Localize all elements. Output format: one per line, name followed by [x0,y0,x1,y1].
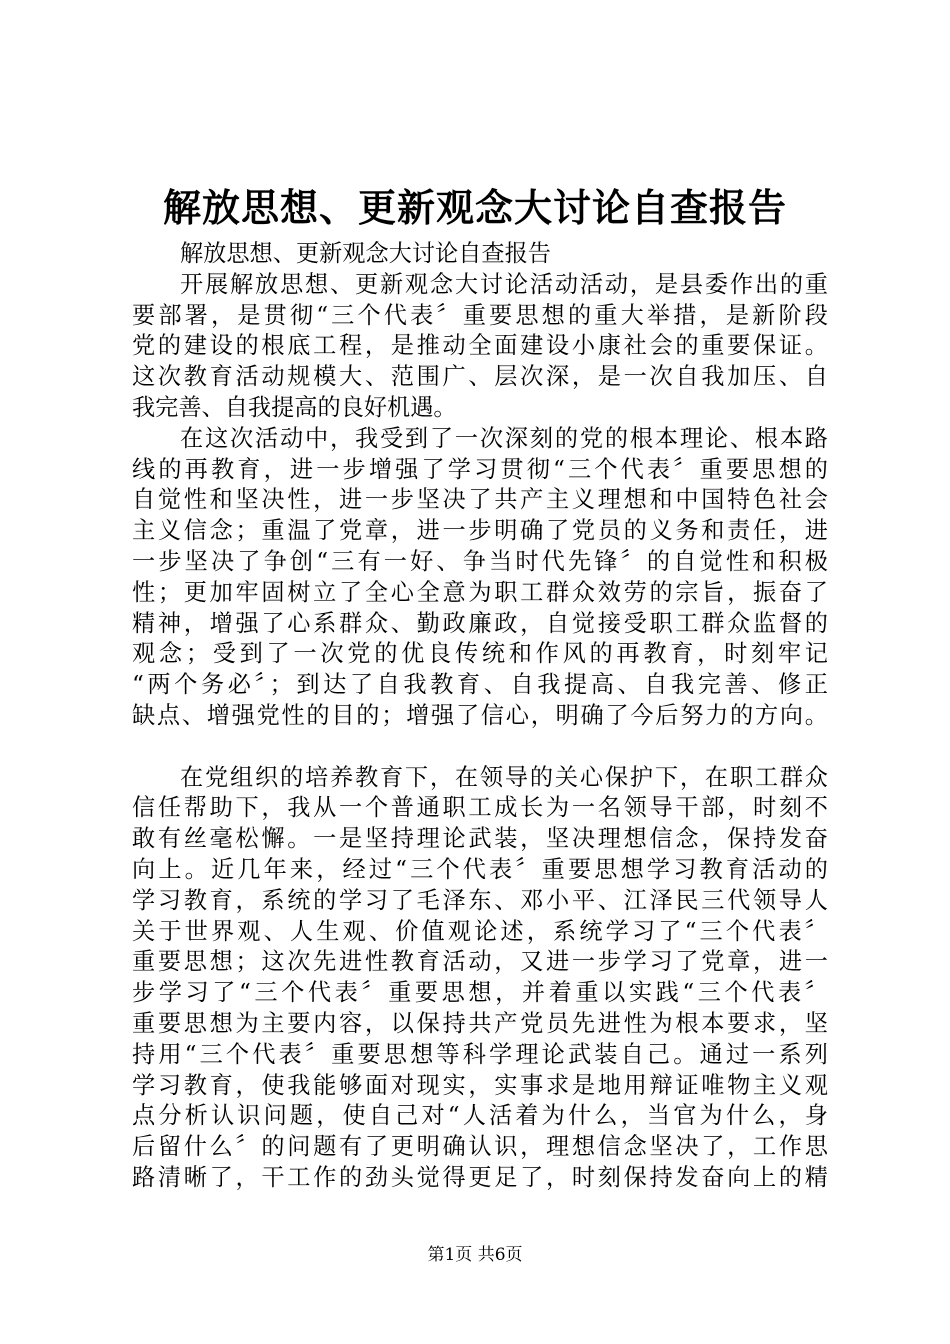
text-line: 在党组织的培养教育下，在领导的关心保护下，在职工群众 [180,763,828,791]
text-line: 缺点、增强党性的目的；增强了信心，明确了今后努力的方向。 [132,701,828,729]
text-line: 步学习了“三个代表〞重要思想，并着重以实践“三个代表〞 [132,979,828,1007]
paragraph [132,239,828,270]
text-line: 主义信念；重温了党章，进一步明确了党员的义务和责任，进 [132,517,828,545]
text-line: 路清晰了，干工作的劲头觉得更足了，时刻保持发奋向上的精 [132,1163,828,1191]
paragraph [132,763,828,1194]
text-line: 持用“三个代表〞重要思想等科学理论武装自己。通过一系列 [132,1040,828,1068]
text-line: 后留什么〞的问题有了更明确认识，理想信念坚决了，工作思 [132,1133,828,1161]
text-line: 一步坚决了争创“三有一好、争当时代先锋〞的自觉性和积极 [132,547,828,575]
text-line: 性；更加牢固树立了全心全意为职工群众效劳的宗旨，振奋了 [132,578,828,606]
page-number-footer: 第1页 共6页 [427,1245,523,1265]
text-line: 自觉性和坚决性，进一步坚决了共产主义理想和中国特色社会 [132,486,828,514]
document-body [132,239,828,1194]
text-line: 这次教育活动规模大、范围广、层次深，是一次自我加压、自 [132,363,828,391]
text-line: 关于世界观、人生观、价值观论述，系统学习了“三个代表〞 [132,917,828,945]
text-line: 学习教育，使我能够面对现实，实事求是地用辩证唯物主义观 [132,1071,828,1099]
text-line: 点分析认识问题，使自己对“人活着为什么，当官为什么，身 [132,1102,828,1130]
text-line: 我完善、自我提高的良好机遇。 [132,393,457,421]
text-line: 开展解放思想、更新观念大讨论活动活动，是县委作出的重 [180,270,828,298]
text-line: 观念；受到了一次党的优良传统和作风的再教育，时刻牢记 [132,640,828,668]
paragraph [132,424,828,732]
text-line: 信任帮助下，我从一个普通职工成长为一名领导干部，时刻不 [132,794,828,822]
text-line: 党的建设的根底工程，是推动全面建设小康社会的重要保证。 [132,332,828,360]
text-line: 精神，增强了心系群众、勤政廉政，自觉接受职工群众监督的 [132,609,828,637]
text-line: 学习教育，系统的学习了毛泽东、邓小平、江泽民三代领导人 [132,886,828,914]
document-title: 解放思想、更新观念大讨论自查报告 [162,185,787,230]
text-line: 线的再教育，进一步增强了学习贯彻“三个代表〞重要思想的 [132,455,828,483]
text-line: 重要思想；这次先进性教育活动，又进一步学习了党章，进一 [132,948,828,976]
text-line: 向上。近几年来，经过“三个代表〞重要思想学习教育活动的 [132,855,828,883]
text-line: 解放思想、更新观念大讨论自查报告 [180,240,551,267]
text-line: 在这次活动中，我受到了一次深刻的党的根本理论、根本路 [180,424,828,452]
paragraph [132,270,828,424]
blank-line [132,732,828,763]
text-line: 重要思想为主要内容，以保持共产党员先进性为根本要求，坚 [132,1009,828,1037]
text-line: “两个务必〞；到达了自我教育、自我提高、自我完善、修正 [132,671,828,699]
text-line: 要部署，是贯彻“三个代表〞重要思想的重大举措，是新阶段 [132,301,828,329]
text-line: 敢有丝毫松懈。一是坚持理论武装，坚决理想信念，保持发奋 [132,825,828,853]
